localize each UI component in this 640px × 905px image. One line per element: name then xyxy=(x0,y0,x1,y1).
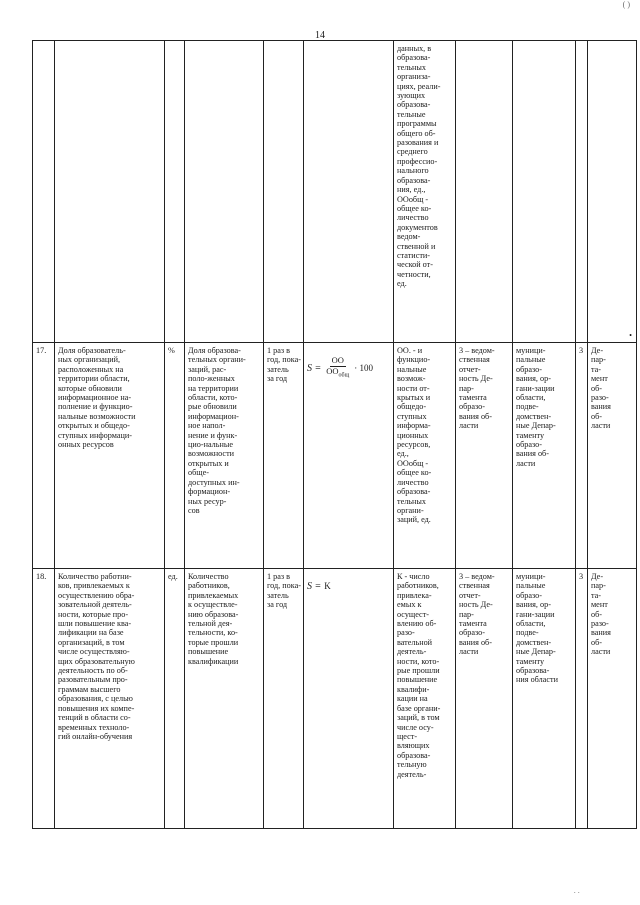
definition: Количество работников, привлекаемых к осуществле- нию образова- тельной дея- тельности, ко- торые прошли повышение квалификации xyxy=(185,569,264,829)
indicator-name: Количество работни- ков, привлекаемых к осуществлению обра- зовательной деятель- ности, которые про- шли повышение ква- лификации на базе организаций, в том числе осуществляю- щих образовательную деятельность по об- разовательным про- граммам высшего образования, с целью повышения их компе- тенций в области со- временных техноло- гий онлайн-обучения xyxy=(55,569,165,829)
variables: ОО. - и функцио- нальные возмож- ности от- крытых и общедо- ступных информа- ционных ресурсов, ед., ООобщ - общее ко- личество образова- тельных органи- заций, ед. xyxy=(394,343,456,569)
method: 3 – ведом- ственная отчет- ность Де- пар- тамента образо- вания об- ласти xyxy=(456,569,513,829)
page-number: 14 xyxy=(315,30,325,41)
cell-definition xyxy=(185,41,264,343)
responsible: муници- пальные образо- вания, ор- гани-зации области, подве- домствен- ные Депар- таменту образо- вания об- ласти xyxy=(513,343,576,569)
method: 3 – ведом- ственная отчет- ность Де- пар- тамента образо- вания об- ласти xyxy=(456,343,513,569)
variables: К - число работников, привлека- емых к осущест- влению об- разо- вательной деятель- ности, кото- рые прошли повышение квалифи- кации на базе органи- заций, в том числе осу- щест- вляющих образова- тельную деятель- xyxy=(394,569,456,829)
period: 1 раз в год, пока- затель за год xyxy=(264,343,304,569)
formula-numerator: ОО xyxy=(331,355,344,366)
cell-formula xyxy=(304,41,394,343)
indicator-name: Доля образователь- ных организаций, расположенных на территории области, которые обновили информационное на- полнение и функцио- нальные возможности открытых и общедо- ступных информаци- онных ресурсов xyxy=(55,343,165,569)
cell-period xyxy=(264,41,304,343)
formula-den-sub: общ xyxy=(338,372,350,379)
indicators-table xyxy=(32,40,637,829)
department: Де- пар- та- мент об- разо- вания об- ласти xyxy=(588,569,637,829)
cell-department xyxy=(588,41,637,343)
unit: ед. xyxy=(165,569,185,829)
period: 1 раз в год, пока- затель за год xyxy=(264,569,304,829)
formula-fraction xyxy=(324,356,351,381)
formula-s: S = xyxy=(307,581,322,593)
bullet-mark: • xyxy=(629,330,632,340)
responsible: муници- пальные образо- вания, ор- гани-зации области, подве- домствен- ные Депар- таменту образова- ния области xyxy=(513,569,576,829)
corner-mark: ( ) xyxy=(622,0,630,9)
cell-unit xyxy=(165,41,185,343)
cell-variables: данных, в образова- тельных организа- циях, реали- зующих образова- тельные программы общего об- разования и среднего профессио- нального образова- ния, ед., ООобщ - общее ко- личество документов ведом- ственной и статисти- ческой от- четности, ед. xyxy=(394,41,456,343)
table-row-continuation xyxy=(33,41,637,343)
formula-denominator: ОО xyxy=(326,365,339,376)
code: 3 xyxy=(576,569,588,829)
formula-s: S = xyxy=(307,362,322,374)
code: 3 xyxy=(576,343,588,569)
formula xyxy=(304,343,394,569)
formula xyxy=(304,569,394,829)
cell-responsible xyxy=(513,41,576,343)
cell-code xyxy=(576,41,588,343)
formula-multiplier: · 100 xyxy=(354,362,373,373)
footer-mark: · · xyxy=(573,889,580,897)
row-number: 18. xyxy=(33,569,55,829)
department: Де- пар- та- мент об- разо- вания об- ласти xyxy=(588,343,637,569)
cell-indicator xyxy=(55,41,165,343)
unit: % xyxy=(165,343,185,569)
formula-value: K xyxy=(324,581,331,592)
table-row xyxy=(33,343,637,569)
row-number: 17. xyxy=(33,343,55,569)
cell-num xyxy=(33,41,55,343)
cell-method xyxy=(456,41,513,343)
definition: Доля образова- тельных органи- заций, рас- поло-женных на территории области, кото- рые обновили информацион- ное напол- нение и функ- цио-нальные возможности открытых и обще- доступных ин- формацион- ных ресур- сов xyxy=(185,343,264,569)
table-row xyxy=(33,569,637,829)
